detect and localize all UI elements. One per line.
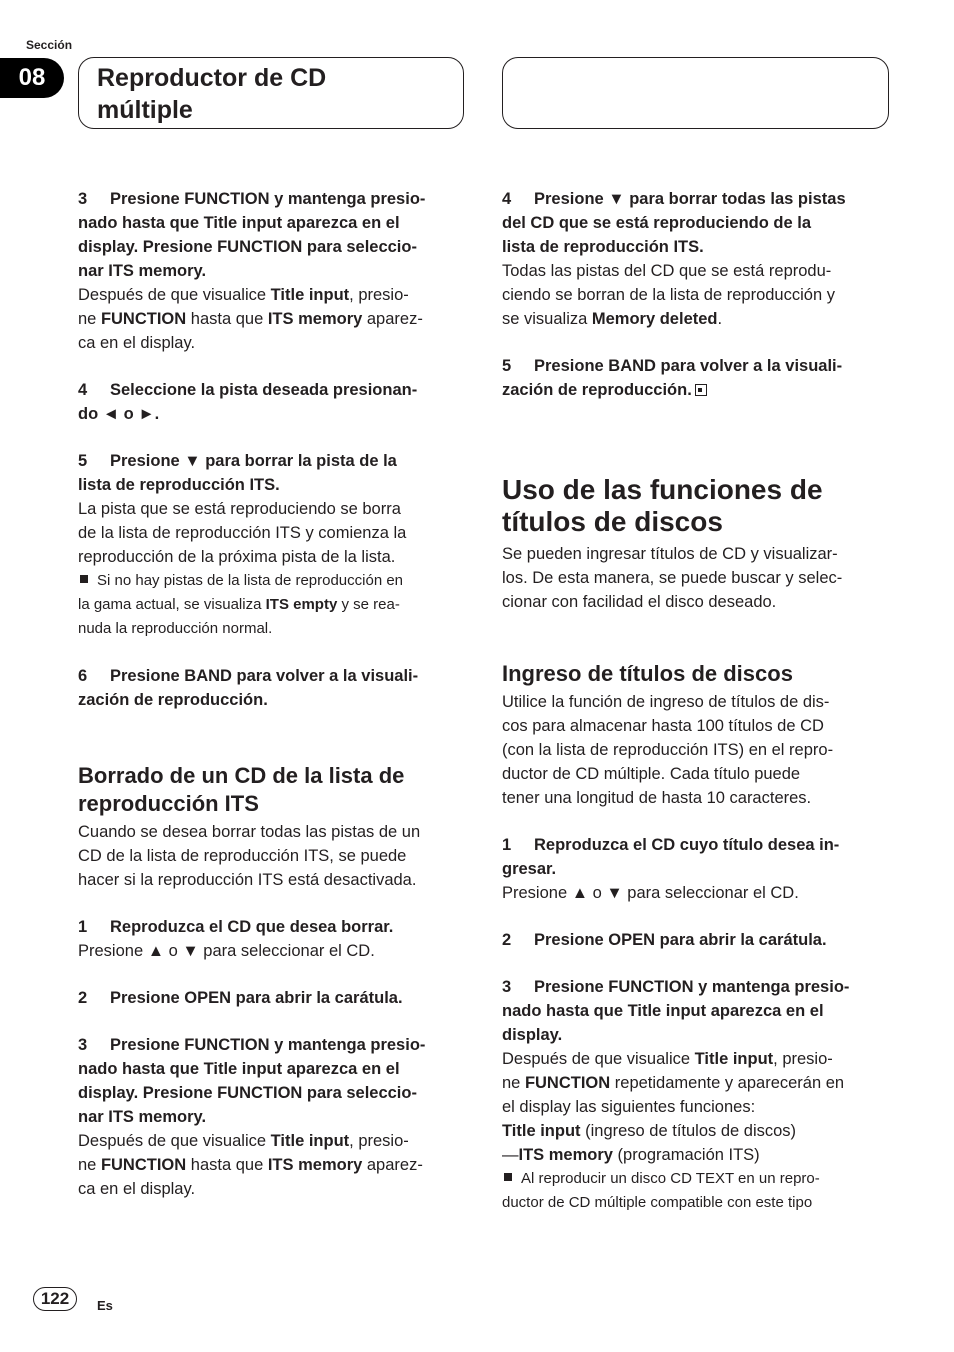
borrado-step-3-body: Después de que visualice Title input, presio- ne FUNCTION hasta que ITS memory aparez- ca en el display. bbox=[78, 1132, 423, 1198]
step-5-right: 5 Presione BAND para volver a la visuali- zación de reproducción. bbox=[502, 357, 843, 399]
page-number: 122 bbox=[33, 1287, 77, 1311]
ingreso-step-3: 3 Presione FUNCTION y mantenga presio- nado hasta que Title input aparezca en el display. bbox=[502, 978, 850, 1044]
borrado-step-1-body: Presione ▲ o ▼ para seleccionar el CD. bbox=[78, 942, 375, 960]
right-column bbox=[502, 187, 890, 1215]
borrado-step-1: 1 Reproduzca el CD que desea borrar. bbox=[78, 918, 394, 936]
header-empty-box bbox=[502, 57, 889, 129]
step-4-right: 4 Presione ▼ para borrar todas las pistas del CD que se está reproduciendo de la lista de reproducción ITS. bbox=[502, 190, 846, 256]
uso-body: Se pueden ingresar títulos de CD y visualizar- los. De esta manera, se puede buscar y selec- cionar con facilidad el disco deseado. bbox=[502, 545, 843, 611]
step-5-note: Si no hay pistas de la lista de reproducción en la gama actual, se visualiza ITS empty y se rea- nuda la reproducción normal. bbox=[78, 572, 404, 637]
heading-borrado: Borrado de un CD de la lista de reproducción ITS bbox=[78, 763, 405, 816]
ingreso-body: Utilice la función de ingreso de títulos de dis- cos para almacenar hasta 100 títulos de CD (con la lista de reproducción ITS) en el repro- ductor de CD múltiple. Cada título puede tener una longitud de hasta 10 caracteres. bbox=[502, 693, 834, 807]
note-bullet-icon bbox=[80, 575, 88, 583]
section-label: Sección bbox=[26, 38, 73, 52]
step-6: 6 Presione BAND para volver a la visuali- zación de reproducción. bbox=[78, 667, 419, 709]
borrado-step-3: 3 Presione FUNCTION y mantenga presio- nado hasta que Title input aparezca en el display. Presione FUNCTION para seleccio- nar ITS memory. bbox=[78, 1036, 426, 1126]
borrado-step-2: 2 Presione OPEN para abrir la carátula. bbox=[78, 989, 403, 1007]
end-of-section-icon bbox=[695, 384, 707, 396]
heading-ingreso: Ingreso de títulos de discos bbox=[502, 661, 793, 686]
chapter-title-box bbox=[78, 57, 464, 129]
chapter-title-line2: múltiple bbox=[97, 96, 193, 124]
section-number-tab: 08 bbox=[0, 58, 64, 98]
chapter-title-line1: Reproductor de CD bbox=[97, 64, 327, 92]
step-3: 3 Presione FUNCTION y mantenga presio- nado hasta que Title input aparezca en el display. Presione FUNCTION para seleccio- nar ITS memory. bbox=[78, 190, 426, 280]
language-code: Es bbox=[97, 1298, 113, 1313]
step-4: 4 Seleccione la pista deseada presionan- do ◄ o ►. bbox=[78, 381, 418, 423]
ingreso-step-3-body: Después de que visualice Title input, presio- ne FUNCTION repetidamente y aparecerán en el display las siguientes funciones: bbox=[502, 1050, 845, 1116]
borrado-body: Cuando se desea borrar todas las pistas de un CD de la lista de reproducción ITS, se puede hacer si la reproducción ITS está desactivada. bbox=[78, 823, 421, 889]
ingreso-step-1: 1 Reproduzca el CD cuyo título desea in- gresar. bbox=[502, 836, 840, 878]
ingreso-step-1-body: Presione ▲ o ▼ para seleccionar el CD. bbox=[502, 884, 799, 902]
ingreso-functions-list: Title input (ingreso de títulos de discos) —ITS memory (programación ITS) bbox=[502, 1122, 797, 1164]
left-column bbox=[78, 187, 466, 1201]
ingreso-note: Al reproducir un disco CD TEXT en un repro- ductor de CD múltiple compatible con este tipo bbox=[502, 1170, 820, 1211]
note-bullet-icon bbox=[504, 1173, 512, 1181]
heading-uso: Uso de las funciones de títulos de discos bbox=[502, 474, 823, 537]
step-4-right-body: Todas las pistas del CD que se está reprodu- ciendo se borran de la lista de reproducción y se visualiza Memory deleted. bbox=[502, 262, 835, 328]
step-5: 5 Presione ▼ para borrar la pista de la lista de reproducción ITS. bbox=[78, 452, 397, 494]
step-5-body: La pista que se está reproduciendo se borra de la lista de reproducción ITS y comienza la reproducción de la próxima pista de la lista. bbox=[78, 500, 407, 566]
step-3-body: Después de que visualice Title input, presio- ne FUNCTION hasta que ITS memory aparez- ca en el display. bbox=[78, 286, 423, 352]
ingreso-step-2: 2 Presione OPEN para abrir la carátula. bbox=[502, 931, 827, 949]
